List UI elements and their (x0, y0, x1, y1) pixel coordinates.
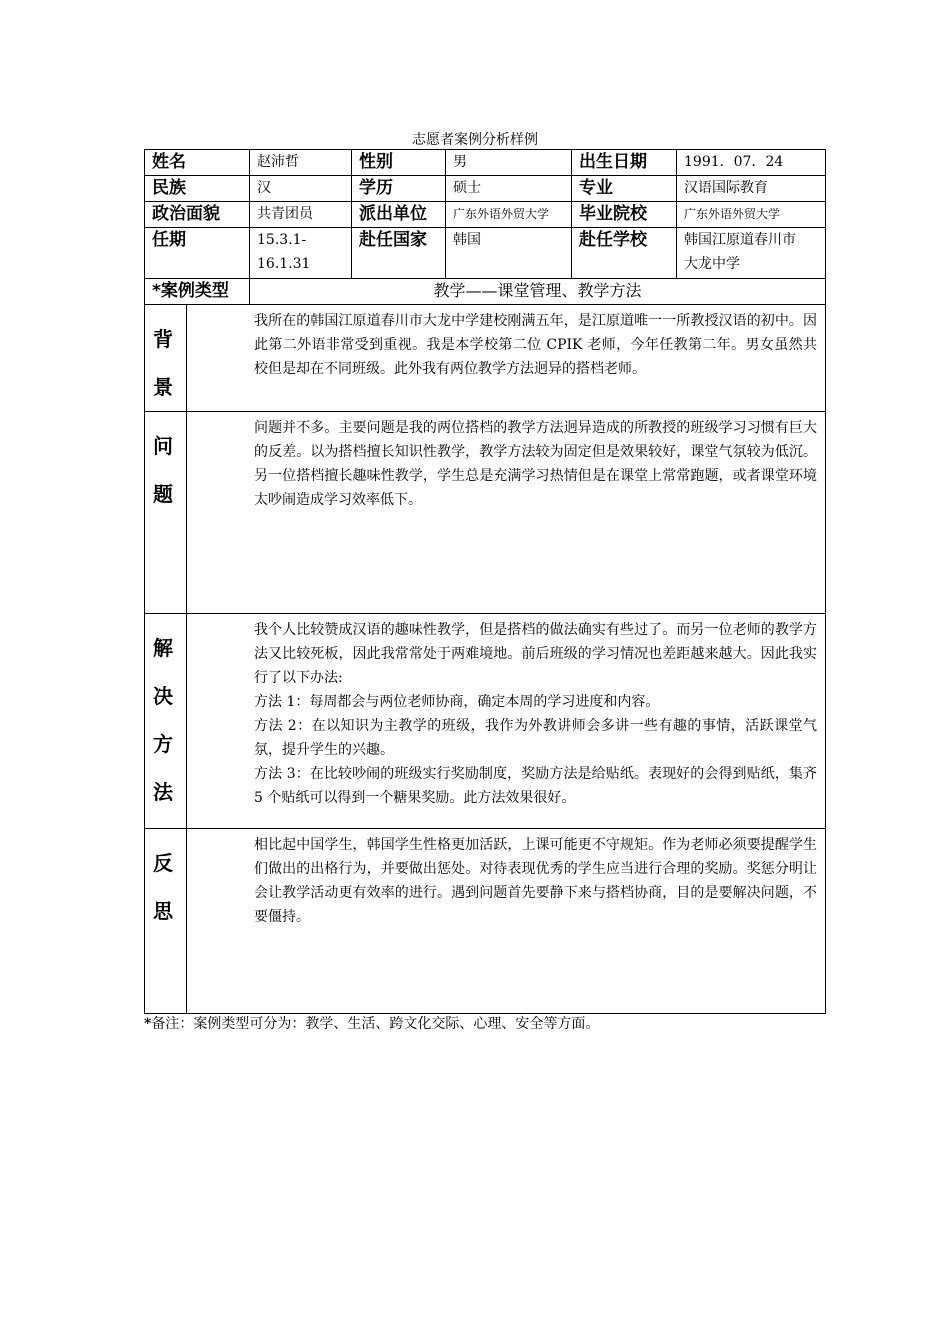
case-type-label: *案例类型 (145, 279, 250, 305)
dispatch-value: 广东外语外贸大学 (446, 202, 572, 228)
case-type-value: 教学——课堂管理、教学方法 (250, 279, 826, 305)
country-label: 赴任国家 (352, 228, 446, 279)
background-char-1: 背 (153, 327, 173, 351)
reflection-label (145, 829, 187, 1014)
term-start: 15.3.1- (257, 232, 307, 248)
term-end: 16.1.31 (257, 256, 311, 272)
row-background (145, 305, 826, 412)
solution-text (187, 614, 826, 829)
footnote-text: 备注：案例类型可分为：教学、生活、跨文化交际、心理、安全等方面。 (151, 1016, 600, 1032)
volunteer-form-table (144, 149, 826, 1014)
problem-text: 问题并不多。主要问题是我的两位搭档的教学方法迥异造成的所教授的班级学习习惯有巨大的反差。以为搭档擅长知识性教学，教学方法较为固定但是效果较好，课堂气氛较为低沉。另一位搭档擅长趣味性教学，学生总是充满学习热情但是在课堂上常常跑题，或者课堂环境太吵闹造成学习效率低下。 (187, 412, 826, 614)
ethnicity-value: 汉 (250, 176, 352, 202)
background-char-2: 景 (153, 375, 173, 399)
solution-label (145, 614, 187, 829)
graduate-value: 广东外语外贸大学 (677, 202, 826, 228)
solution-method-3: 方法 3：在比较吵闹的班级实行奖励制度，奖励方法是给贴纸。表现好的会得到贴纸，集齐 5 个贴纸可以得到一个糖果奖励。此方法效果很好。 (254, 766, 817, 806)
background-text: 我所在的韩国江原道春川市大龙中学建校刚满五年，是江原道唯一一所教授汉语的初中。因此第二外语非常受到重视。我是本学校第二位 CPIK 老师，今年任教第二年。男女虽然共校但是却在不同班级。此外我有两位教学方法迥异的搭档老师。 (187, 305, 826, 412)
footnote-star: * (144, 1016, 152, 1032)
political-value: 共青团员 (250, 202, 352, 228)
footnote (144, 1013, 599, 1033)
birth-value: 1991．07．24 (677, 150, 826, 176)
gender-label: 性别 (352, 150, 446, 176)
row-name (145, 150, 826, 176)
solution-char-3: 方 (153, 732, 173, 756)
row-problem (145, 412, 826, 614)
row-ethnicity (145, 176, 826, 202)
dispatch-label: 派出单位 (352, 202, 446, 228)
solution-method-1: 方法 1：每周都会与两位老师协商，确定本周的学习进度和内容。 (254, 694, 660, 710)
solution-intro: 我个人比较赞成汉语的趣味性教学，但是搭档的做法确实有些过了。而另一位老师的教学方法又比较死板，因此我常常处于两难境地。前后班级的学习情况也差距越来越大。因此我实行了以下办法: (254, 622, 817, 686)
row-case-type (145, 279, 826, 305)
birth-label: 出生日期 (572, 150, 677, 176)
term-label: 任期 (145, 228, 250, 279)
ethnicity-label: 民族 (145, 176, 250, 202)
problem-char-2: 题 (153, 482, 173, 506)
solution-method-2: 方法 2：在以知识为主教学的班级，我作为外教讲师会多讲一些有趣的事情，活跃课堂气氛，提升学生的兴趣。 (254, 718, 817, 758)
major-value: 汉语国际教育 (677, 176, 826, 202)
education-value: 硕士 (446, 176, 572, 202)
page-title: 志愿者案例分析样例 (412, 132, 538, 148)
term-value (250, 228, 352, 279)
political-label: 政治面貌 (145, 202, 250, 228)
reflection-char-1: 反 (153, 851, 173, 875)
gender-value: 男 (446, 150, 572, 176)
name-label: 姓名 (145, 150, 250, 176)
name-value: 赵沛哲 (250, 150, 352, 176)
row-solution (145, 614, 826, 829)
reflection-text: 相比起中国学生，韩国学生性格更加活跃，上课可能更不守规矩。作为老师必须要提醒学生们做出的出格行为，并要做出惩处。对待表现优秀的学生应当进行合理的奖励。奖惩分明让会让教学活动更有效率的进行。遇到问题首先要静下来与搭档协商，目的是要解决问题，不要僵持。 (187, 829, 826, 1014)
reflection-char-2: 思 (153, 899, 173, 923)
solution-char-1: 解 (153, 636, 173, 660)
solution-char-4: 法 (153, 780, 173, 804)
row-reflection (145, 829, 826, 1014)
problem-label (145, 412, 187, 614)
graduate-label: 毕业院校 (572, 202, 677, 228)
row-term (145, 228, 826, 279)
school-label: 赴任学校 (572, 228, 677, 279)
school-line-1: 韩国江原道春川市 (684, 232, 796, 248)
solution-char-2: 决 (153, 684, 173, 708)
row-political (145, 202, 826, 228)
problem-char-1: 问 (153, 434, 173, 458)
education-label: 学历 (352, 176, 446, 202)
school-value (677, 228, 826, 279)
major-label: 专业 (572, 176, 677, 202)
school-line-2: 大龙中学 (684, 256, 740, 272)
background-label (145, 305, 187, 412)
country-value: 韩国 (446, 228, 572, 279)
